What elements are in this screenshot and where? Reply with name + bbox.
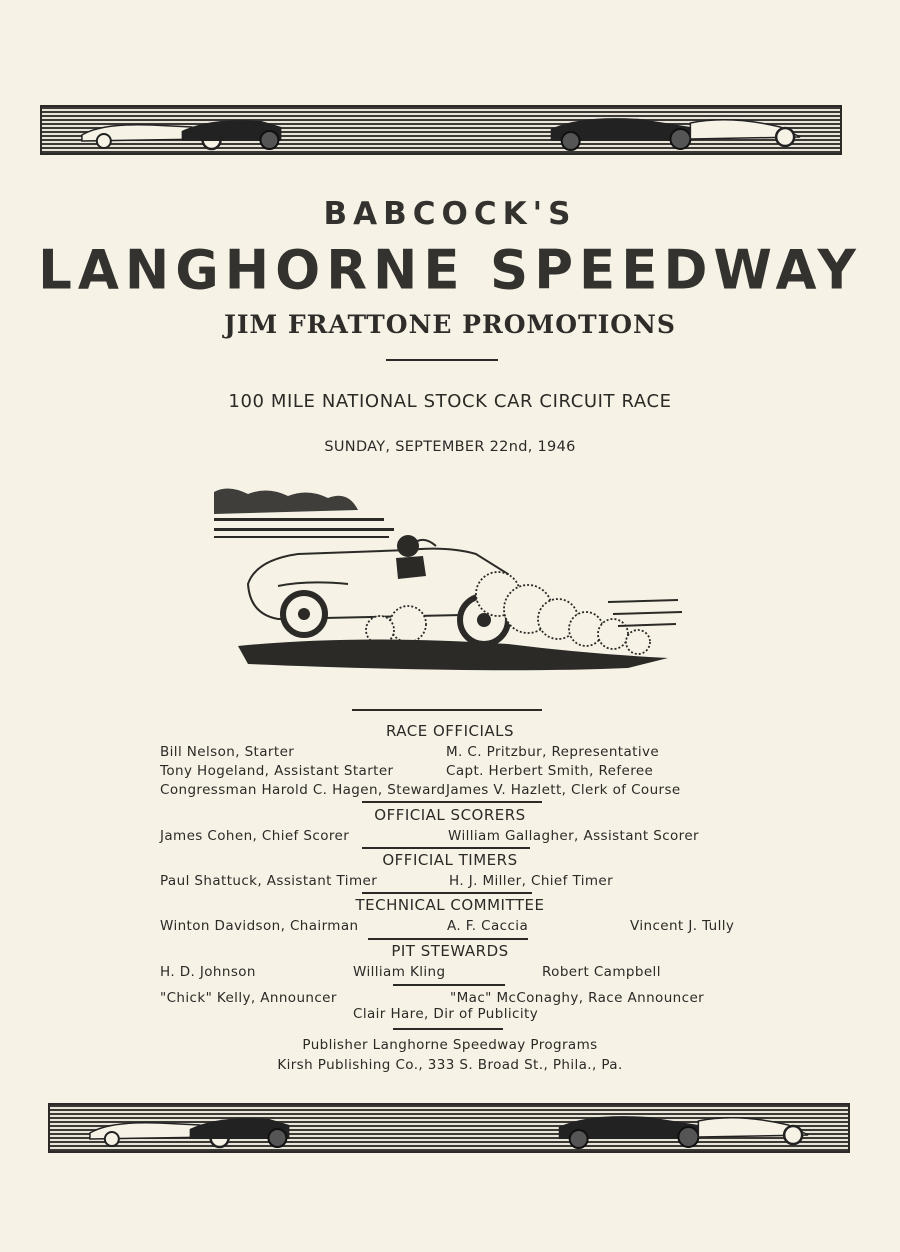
timers-heading: OFFICIAL TIMERS (382, 851, 518, 869)
page-title: LANGHORNE SPEEDWAY (38, 239, 862, 302)
official-entry: Bill Nelson, Starter (160, 744, 295, 760)
technical-heading: TECHNICAL COMMITTEE (355, 896, 545, 914)
official-entry: M. C. Pritzbur, Representative (446, 744, 660, 760)
race-cars-banner-icon (48, 1103, 850, 1153)
scorer-entry: James Cohen, Chief Scorer (160, 828, 350, 844)
section-divider (368, 938, 528, 940)
pit-stewards-heading: PIT STEWARDS (391, 942, 509, 960)
technical-entry: Vincent J. Tully (630, 918, 735, 934)
publicity-entry: Clair Hare, Dir of Publicity (353, 1006, 539, 1022)
pre-title: BABCOCK'S (323, 196, 577, 232)
pit-steward-entry: H. D. Johnson (160, 964, 256, 980)
technical-entry: Winton Davidson, Chairman (160, 918, 359, 934)
race-title: 100 MILE NATIONAL STOCK CAR CIRCUIT RACE (228, 391, 672, 412)
official-entry: Congressman Harold C. Hagen, Steward (160, 782, 446, 798)
race-date: SUNDAY, SEPTEMBER 22nd, 1946 (324, 439, 576, 455)
officials-divider (352, 709, 542, 711)
race-car-illustration-icon (208, 484, 688, 684)
scorer-entry: William Gallagher, Assistant Scorer (448, 828, 699, 844)
section-divider (362, 801, 542, 803)
official-entry: James V. Hazlett, Clerk of Course (446, 782, 681, 798)
technical-entry: A. F. Caccia (447, 918, 529, 934)
race-cars-banner-icon (40, 105, 842, 155)
announcer-entry: "Mac" McConaghy, Race Announcer (450, 990, 705, 1006)
publisher-address: Kirsh Publishing Co., 333 S. Broad St., Phila., Pa. (277, 1057, 623, 1073)
section-divider (362, 892, 532, 894)
timer-entry: Paul Shattuck, Assistant Timer (160, 873, 378, 889)
announcer-entry: "Chick" Kelly, Announcer (160, 990, 337, 1006)
section-divider (362, 847, 530, 849)
pit-steward-entry: Robert Campbell (542, 964, 661, 980)
title-divider (386, 359, 498, 361)
official-entry: Capt. Herbert Smith, Referee (446, 763, 654, 779)
promoter-title: JIM FRATTONE PROMOTIONS (224, 310, 676, 339)
pit-steward-entry: William Kling (353, 964, 446, 980)
section-divider (393, 1028, 503, 1030)
official-entry: Tony Hogeland, Assistant Starter (160, 763, 394, 779)
timer-entry: H. J. Miller, Chief Timer (449, 873, 614, 889)
scorers-heading: OFFICIAL SCORERS (374, 806, 526, 824)
race-officials-heading: RACE OFFICIALS (385, 722, 515, 740)
publisher-line: Publisher Langhorne Speedway Programs (302, 1037, 598, 1053)
section-divider (393, 984, 505, 986)
